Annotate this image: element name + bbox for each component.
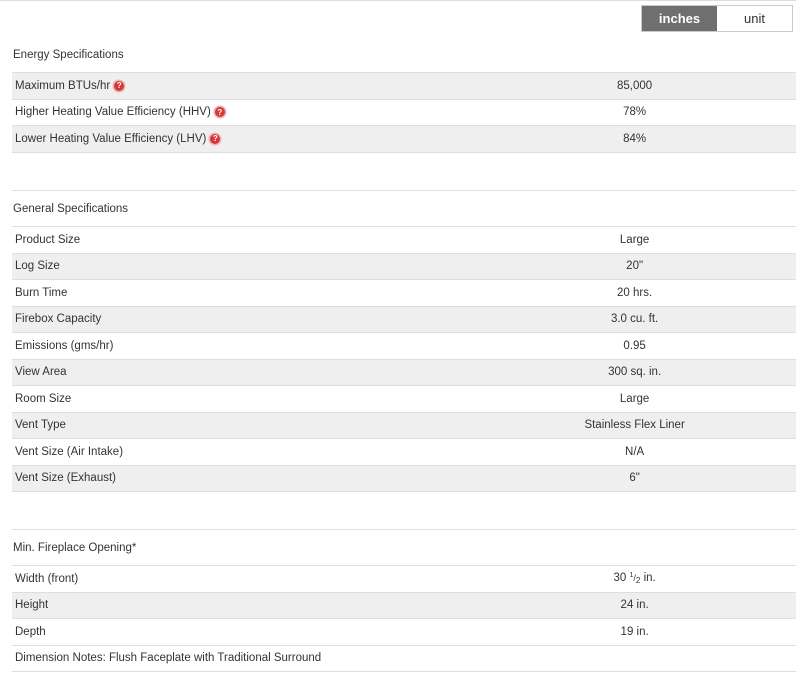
spec-row xyxy=(12,360,796,387)
spec-value: 20" xyxy=(626,260,644,273)
spec-label: Maximum BTUs/hr ? xyxy=(12,80,473,92)
unit-toggle[interactable] xyxy=(641,5,793,32)
spec-value: 85,000 xyxy=(617,79,653,92)
spec-label: Log Size xyxy=(15,260,60,273)
spec-label: Product Size xyxy=(15,233,81,246)
spec-label: Emissions (gms/hr) xyxy=(15,339,114,352)
spec-value: 300 sq. in. xyxy=(608,366,662,379)
spec-row xyxy=(12,100,796,127)
spec-value: 84% xyxy=(623,132,647,145)
spec-row xyxy=(12,619,796,646)
spec-value: 6" xyxy=(629,472,640,485)
spec-value: 78% xyxy=(623,106,647,119)
help-icon[interactable]: ? xyxy=(215,107,225,117)
energy-section-title: Energy Specifications xyxy=(12,37,796,73)
spec-row xyxy=(12,466,796,493)
unit-toggle-option[interactable]: unit xyxy=(744,11,765,26)
spec-row xyxy=(12,439,796,466)
fireplace-opening-section xyxy=(12,530,796,672)
spec-row xyxy=(12,254,796,281)
opening-section-title: Min. Fireplace Opening* xyxy=(12,530,796,566)
spec-value: Large xyxy=(619,392,650,405)
spec-row xyxy=(12,126,796,153)
spec-label: Dimension Notes: Flush Faceplate with Traditional Surround xyxy=(15,652,322,665)
spec-row xyxy=(12,386,796,413)
spec-row xyxy=(12,73,796,100)
spec-label: Height xyxy=(15,599,49,612)
inches-toggle-option[interactable]: inches xyxy=(642,6,717,31)
help-icon[interactable]: ? xyxy=(210,134,220,144)
spec-label: Higher Heating Value Efficiency (HHV) ? xyxy=(12,106,473,118)
spec-label: Width (front) xyxy=(15,572,79,585)
spec-value: N/A xyxy=(625,445,645,458)
energy-specifications-section xyxy=(12,37,796,153)
help-icon[interactable]: ? xyxy=(114,81,124,91)
spec-label: Burn Time xyxy=(15,286,68,299)
spec-label: Depth xyxy=(15,625,46,638)
spec-value: 24 in. xyxy=(620,599,649,612)
spec-value: 30 $^1/_2$ in. xyxy=(613,572,656,586)
top-divider xyxy=(0,0,796,1)
general-section-title: General Specifications xyxy=(12,191,796,227)
spec-label: View Area xyxy=(15,366,67,379)
spec-row xyxy=(12,413,796,440)
fraction: $^1/_2$ xyxy=(629,572,641,586)
spec-value: Large xyxy=(619,233,650,246)
spec-value: Stainless Flex Liner xyxy=(584,419,685,432)
spec-label: Vent Type xyxy=(15,419,66,432)
spec-value: 20 hrs. xyxy=(617,286,653,299)
spec-row xyxy=(12,280,796,307)
spec-label: Firebox Capacity xyxy=(15,313,102,326)
spec-value: 19 in. xyxy=(620,625,649,638)
spec-row xyxy=(12,333,796,360)
spec-label: Vent Size (Air Intake) xyxy=(15,445,124,458)
spec-value: 0.95 xyxy=(623,339,646,352)
spec-label: Room Size xyxy=(15,392,72,405)
spec-row xyxy=(12,227,796,254)
spec-row xyxy=(12,566,796,593)
spec-label: Vent Size (Exhaust) xyxy=(15,472,116,485)
spec-label: Lower Heating Value Efficiency (LHV) ? xyxy=(12,133,473,145)
spec-row xyxy=(12,307,796,334)
spec-value: 3.0 cu. ft. xyxy=(610,313,659,326)
spec-row xyxy=(12,646,796,673)
spec-row xyxy=(12,593,796,620)
general-specifications-section xyxy=(12,191,796,492)
